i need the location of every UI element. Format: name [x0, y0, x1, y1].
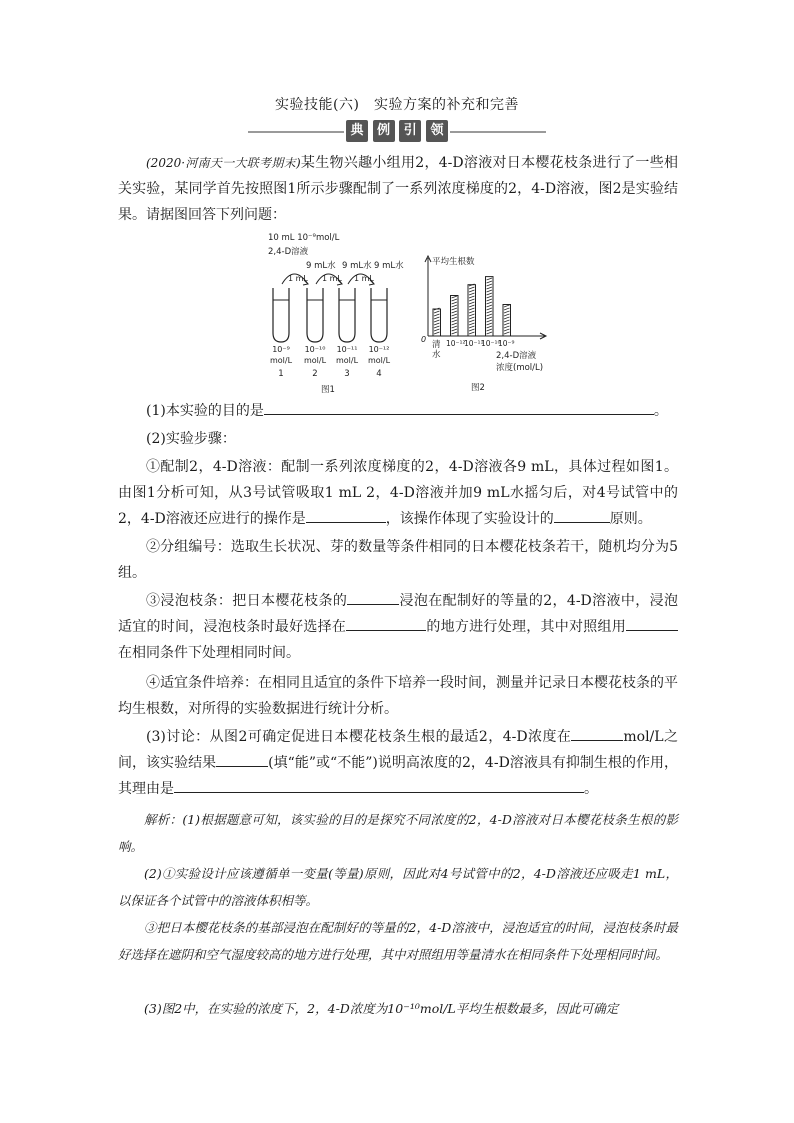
test-tube-4 — [371, 288, 387, 342]
answer-blank[interactable] — [264, 400, 654, 415]
banner-char: 领 — [426, 120, 448, 142]
x-tick-label: 清 — [432, 340, 441, 350]
answer-blank[interactable] — [626, 616, 678, 631]
banner-char: 典 — [346, 120, 368, 142]
answer-blank[interactable] — [174, 778, 584, 793]
x-axis-label-line2: 浓度(mol/L) — [496, 363, 544, 373]
step-3: ③浸泡枝条：把日本樱花枝条的 浸泡在配制好的等量的2，4-D溶液中，浸泡适宜的时间，浸泡枝条时最好选择在 的地方进行处理，其中对照组用在相同条件下处理相同时间。 — [118, 588, 678, 666]
analysis-part-4: (3)图2中，在实验的浓度下，2，4-D浓度为10⁻¹⁰mol/L平均生根数最多，因此可确定 — [144, 1001, 619, 1016]
transfer-label: 1 mL — [354, 274, 374, 283]
banner-char: 引 — [399, 120, 421, 142]
answer-blank[interactable] — [346, 616, 426, 631]
analysis-part-3: ③把日本樱花枝条的基部浸泡在配制好的等量的2，4-D溶液中，浸泡适宜的时间，浸泡枝条时最好选择在遮阴和空气湿度较高的地方进行处理，其中对照组用等量清水在相同条件下处理相同时间。 — [118, 920, 678, 962]
banner-divider-left — [248, 131, 344, 133]
analysis-part-2: (2)①实验设计应该遵循单一变量(等量)原则，因此对4号试管中的2，4-D溶液还应吸走1 mL，以保证各个试管中的溶液体积相等。 — [118, 866, 678, 908]
x-tick-label: 水 — [432, 350, 441, 360]
answer-blank[interactable] — [216, 752, 268, 767]
question-source: (2020·河南天一大联考期末) — [146, 156, 301, 170]
test-tube-1 — [273, 288, 289, 342]
step-4: ④适宜条件培养：在相同且适宜的条件下培养一段时间，测量并记录日本樱花枝条的平均生根数，对所得的实验数据进行统计分析。 — [118, 675, 678, 717]
test-tube-3 — [339, 288, 355, 342]
x-axis-label-line1: 2,4-D溶液 — [496, 351, 537, 361]
tube-concentration: 10⁻¹¹ — [336, 345, 358, 354]
question-intro: (2020·河南天一大联考期末)某生物兴趣小组用2，4-D溶液对日本樱花枝条进行了一些相关实验，某同学首先按照图1所示步骤配制了一系列浓度梯度的2，4-D溶液，图2是实验结果。请据图回答下列问题： — [118, 155, 678, 223]
analysis-part-1: 解析：(1)根据题意可知，该实验的目的是探究不同浓度的2，4-D溶液对日本樱花枝条生根的影响。 — [118, 812, 678, 854]
section-title: 实验技能(六) 实验方案的补充和完善 — [275, 97, 519, 113]
tube-number: 3 — [344, 369, 350, 379]
x-tick-label: 10⁻¹⁰ — [481, 339, 501, 348]
step-2: ②分组编号：选取生长状况、芽的数量等条件相同的日本樱花枝条若干，随机均分为5组。 — [118, 539, 678, 581]
water-label: 9 mL水 — [342, 261, 372, 271]
banner-label — [346, 120, 448, 142]
section-banner — [248, 120, 546, 144]
fig1-top-label-line2: 2,4-D溶液 — [268, 247, 309, 257]
transfer-label: 1 mL — [288, 274, 308, 283]
x-tick-label: 10⁻¹² — [446, 339, 466, 348]
water-label: 9 mL水 — [374, 261, 404, 271]
figure-2-chart — [418, 250, 558, 396]
tube-concentration: 10⁻¹⁰ — [304, 345, 326, 354]
banner-char: 例 — [373, 120, 395, 142]
x-tick-label: 10⁻⁹ — [498, 339, 515, 348]
water-label: 9 mL水 — [306, 261, 336, 271]
tube-unit: mol/L — [335, 356, 359, 365]
tube-unit: mol/L — [269, 356, 293, 365]
y-axis-label: 平均生根数 — [432, 257, 475, 267]
tube-unit: mol/L — [367, 356, 391, 365]
tube-concentration: 10⁻¹² — [368, 345, 390, 354]
banner-divider-right — [450, 131, 546, 133]
figure-1-caption: 图1 — [321, 385, 335, 395]
fig1-top-label-line1: 10 mL 10⁻⁹mol/L — [268, 233, 340, 243]
figure-2-caption: 图2 — [471, 383, 485, 393]
tube-unit: mol/L — [303, 356, 327, 365]
transfer-label: 1 mL — [322, 274, 342, 283]
figure-1 — [268, 228, 418, 396]
tube-number: 4 — [376, 369, 382, 379]
answer-blank[interactable] — [306, 508, 386, 523]
tube-number: 2 — [312, 369, 318, 379]
answer-blank[interactable] — [554, 508, 610, 523]
tube-concentration: 10⁻⁹ — [272, 345, 290, 354]
answer-blank[interactable] — [571, 726, 623, 741]
bar-series — [433, 277, 511, 336]
question-2-label: (2)实验步骤： — [146, 431, 236, 447]
tube-number: 1 — [278, 369, 284, 379]
test-tube-2 — [307, 288, 323, 342]
answer-blank[interactable] — [347, 590, 399, 605]
step-1: ①配制2，4-D溶液：配制一系列浓度梯度的2，4-D溶液各9 mL，具体过程如图1。由图1分析可知，从3号试管吸取1 mL 2，4-D溶液并加9 mL水摇匀后，对4号试管中的2，4-D溶液还应进行的操作是 ，该操作体现了实验设计的 原则。 — [118, 459, 678, 527]
question-3: (3)讨论：从图2可确定促进日本樱花枝条生根的最适2，4-D浓度在 mol/L之间，该实验结果 (填“能”或“不能”)说明高浓度的2，4-D溶液具有抑制生根的作用，其理由是 。 — [118, 724, 678, 802]
origin-label: 0 — [421, 335, 427, 344]
question-1: (1)本实验的目的是 。 — [118, 398, 678, 424]
x-tick-label: 10⁻¹¹ — [464, 339, 484, 348]
